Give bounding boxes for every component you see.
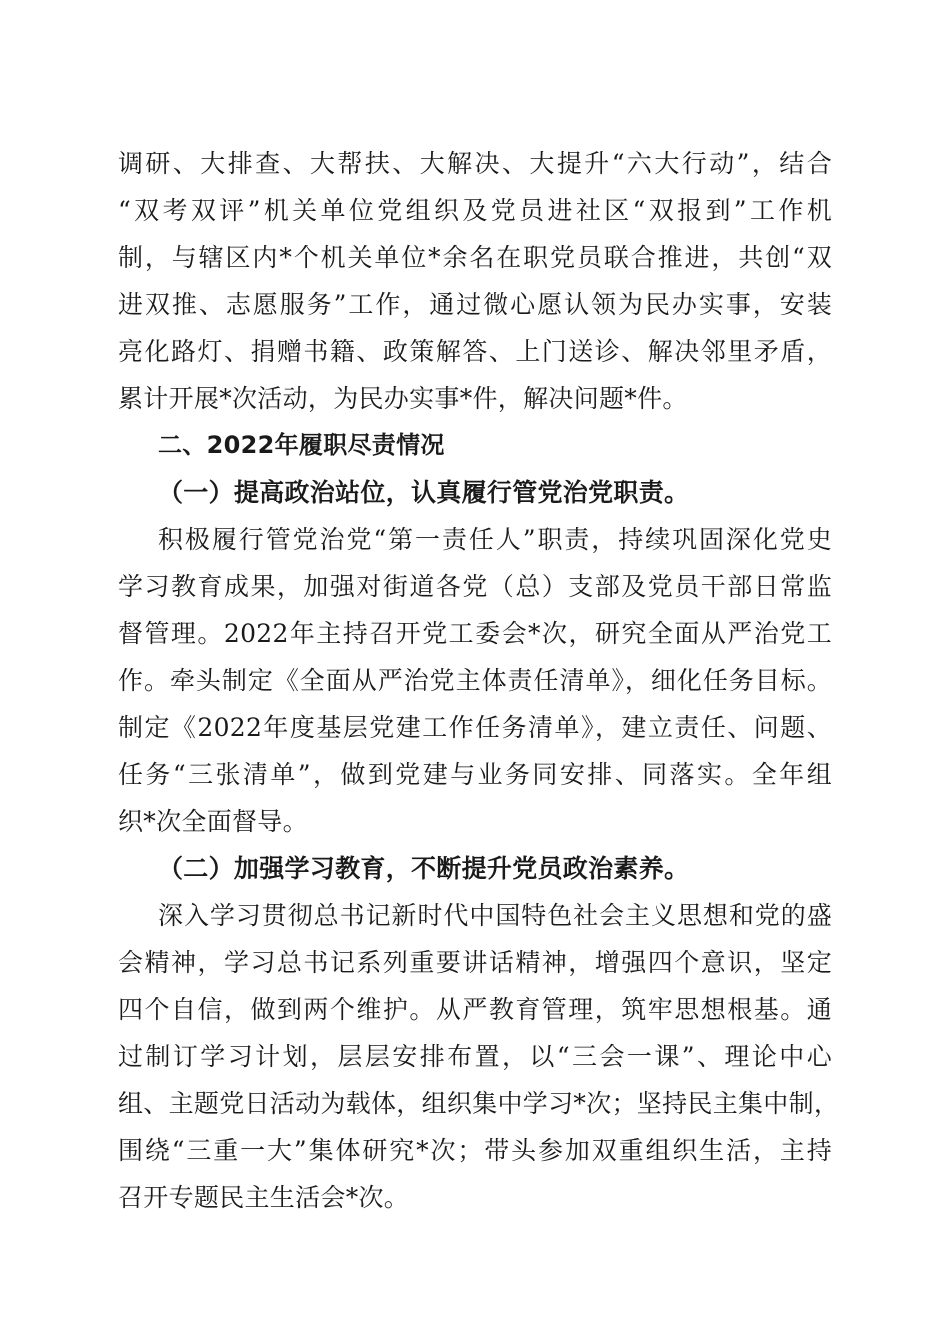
paragraph-line: 召开专题民主生活会*次。 [118, 1183, 410, 1212]
section-heading: 二、2022年履职尽责情况 [158, 431, 445, 459]
document-page [118, 140, 840, 1221]
paragraph-line: 学习教育成果，加强对街道各党（总）支部及党员干部日常监 [118, 572, 832, 601]
paragraph-line: 调研、大排查、大帮扶、大解决、大提升“六大行动”，结合 [118, 149, 832, 178]
paragraph-line: 会精神，学习总书记系列重要讲话精神，增强四个意识，坚定 [118, 948, 832, 977]
paragraph-activities [118, 140, 832, 422]
subsection-heading-1: （一）提高政治站位，认真履行管党治党职责。 [158, 478, 690, 507]
paragraph-line: 亮化路灯、捐赠书籍、政策解答、上门送诊、解决邻里矛盾， [118, 337, 832, 366]
paragraph-line: 四个自信，做到两个维护。从严教育管理，筑牢思想根基。通 [118, 995, 832, 1024]
paragraph-line: 督管理。2022年主持召开党工委会*次，研究全面从严治党工 [118, 619, 832, 648]
paragraph-line: 进双推、志愿服务”工作，通过微心愿认领为民办实事，安装 [118, 290, 832, 319]
paragraph-line: 制，与辖区内*个机关单位*余名在职党员联合推进，共创“双 [118, 243, 832, 272]
paragraph-line: 作。牵头制定《全面从严治党主体责任清单》，细化任务目标。 [118, 666, 832, 695]
paragraph-line: 组、主题党日活动为载体，组织集中学习*次；坚持民主集中制， [118, 1089, 840, 1118]
subsection-heading-2: （二）加强学习教育，不断提升党员政治素养。 [158, 854, 690, 883]
paragraph-line: 制定《2022年度基层党建工作任务清单》，建立责任、问题、 [118, 713, 832, 742]
paragraph-line: 深入学习贯彻总书记新时代中国特色社会主义思想和党的盛 [158, 901, 832, 930]
paragraph-line: 任务“三张清单”，做到党建与业务同安排、同落实。全年组 [118, 760, 832, 789]
paragraph-duties [118, 516, 832, 845]
paragraph-line: 积极履行管党治党“第一责任人”职责，持续巩固深化党史 [158, 525, 832, 554]
paragraph-line: 织*次全面督导。 [118, 807, 308, 836]
paragraph-line: 累计开展*次活动，为民办实事*件，解决问题*件。 [118, 384, 688, 413]
paragraph-line: 过制订学习计划，层层安排布置，以“三会一课”、理论中心 [118, 1042, 832, 1071]
paragraph-study [118, 892, 840, 1221]
paragraph-line: 围绕“三重一大”集体研究*次；带头参加双重组织生活，主持 [118, 1136, 832, 1165]
paragraph-line: “双考双评”机关单位党组织及党员进社区“双报到”工作机 [118, 196, 832, 225]
